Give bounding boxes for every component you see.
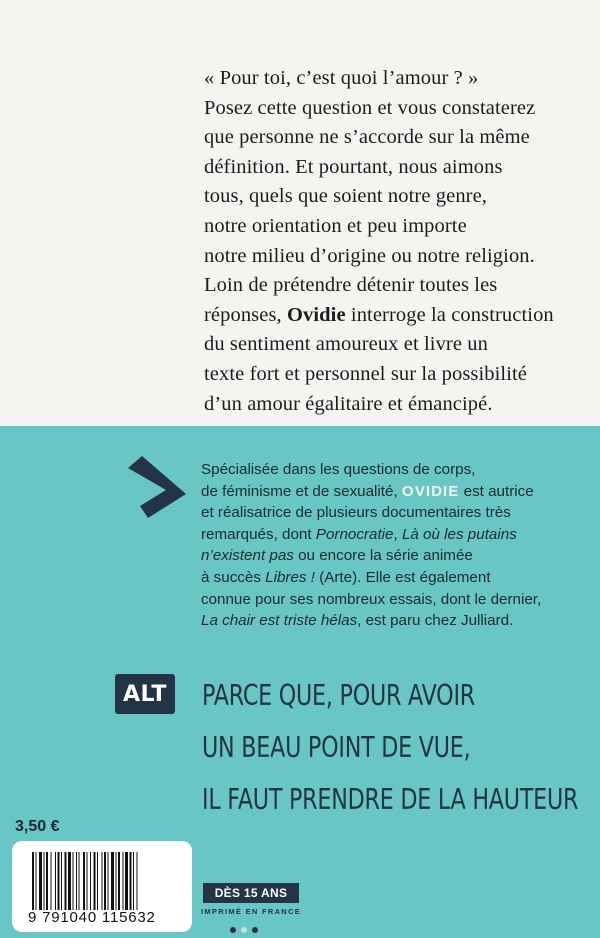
barcode-icon bbox=[32, 852, 184, 910]
bio-text: à succès bbox=[201, 568, 266, 586]
author-bio bbox=[201, 459, 591, 632]
blurb-line: du sentiment amoureux et livre un bbox=[204, 333, 488, 356]
work-title: Pornocratie bbox=[315, 525, 394, 543]
bio-line bbox=[201, 567, 591, 589]
pagination-dots bbox=[230, 920, 263, 938]
work-title: Libres ! bbox=[265, 568, 315, 586]
isbn-number: 9 791040 115632 bbox=[28, 909, 156, 926]
work-title: Là où les putains bbox=[401, 525, 517, 543]
blurb-line: que personne ne s’accorde sur la même bbox=[204, 126, 530, 149]
blurb-line: définition. Et pourtant, nous aimons bbox=[204, 155, 503, 178]
blurb-text: réponses, bbox=[204, 303, 287, 326]
bio-line bbox=[201, 610, 591, 632]
age-rating-badge: DÈS 15 ANS bbox=[203, 883, 299, 903]
blurb-line: notre milieu d’origine ou notre religion. bbox=[204, 244, 535, 267]
bio-text: remarqués, dont bbox=[201, 525, 316, 543]
author-name-highlight: OVIDIE bbox=[401, 482, 460, 500]
chevron-arrow-icon bbox=[128, 456, 186, 518]
blurb-line: Posez cette question et vous constaterez bbox=[204, 96, 536, 119]
bio-line: et réalisatrice de plusieurs documentaires très bbox=[201, 504, 511, 522]
slogan-line: UN BEAU POINT DE VUE, bbox=[202, 731, 471, 764]
bio-line bbox=[201, 524, 591, 546]
bio-text: ou encore la série animée bbox=[293, 547, 473, 565]
bio-text: (Arte). Elle est également bbox=[314, 568, 491, 586]
barcode-area bbox=[12, 841, 192, 932]
dot-icon bbox=[230, 927, 236, 933]
work-title: La chair est triste hélas bbox=[201, 612, 358, 630]
dot-icon bbox=[241, 927, 247, 933]
blurb-text: interroge la construction bbox=[345, 303, 554, 326]
blurb-line: tous, quels que soient notre genre, bbox=[204, 185, 488, 208]
author-name: Ovidie bbox=[286, 303, 346, 326]
bio-text: , est paru chez Julliard. bbox=[357, 612, 514, 630]
blurb-line: d’un amour égalitaire et émancipé. bbox=[204, 392, 493, 415]
bio-line bbox=[201, 545, 591, 567]
slogan-line: PARCE QUE, POUR AVOIR bbox=[202, 679, 475, 712]
bio-line bbox=[201, 481, 591, 503]
price-label: 3,50 € bbox=[15, 818, 60, 835]
printed-in-label: IMPRIMÉ EN FRANCE bbox=[201, 907, 302, 916]
bio-line: connue pour ses nombreux essais, dont le dernier, bbox=[201, 590, 542, 608]
back-cover-blurb bbox=[204, 64, 584, 419]
bio-text: , bbox=[393, 525, 402, 543]
collection-slogan bbox=[202, 670, 579, 826]
blurb-line: notre orientation et peu importe bbox=[204, 214, 467, 237]
slogan-line: IL FAUT PRENDRE DE LA HAUTEUR bbox=[202, 783, 579, 816]
work-title: n’existent pas bbox=[201, 547, 294, 565]
bio-text: de féminisme et de sexualité, bbox=[201, 482, 402, 500]
blurb-line: Loin de prétendre détenir toutes les bbox=[204, 274, 498, 297]
blurb-line: « Pour toi, c’est quoi l’amour ? » bbox=[204, 67, 479, 89]
dot-icon bbox=[252, 927, 258, 933]
blurb-line bbox=[204, 301, 584, 331]
collection-badge: ALT bbox=[115, 674, 175, 714]
bio-text: est autrice bbox=[459, 482, 534, 500]
bio-line: Spécialisée dans les questions de corps, bbox=[201, 461, 476, 478]
blurb-line: texte fort et personnel sur la possibilité bbox=[204, 362, 528, 385]
